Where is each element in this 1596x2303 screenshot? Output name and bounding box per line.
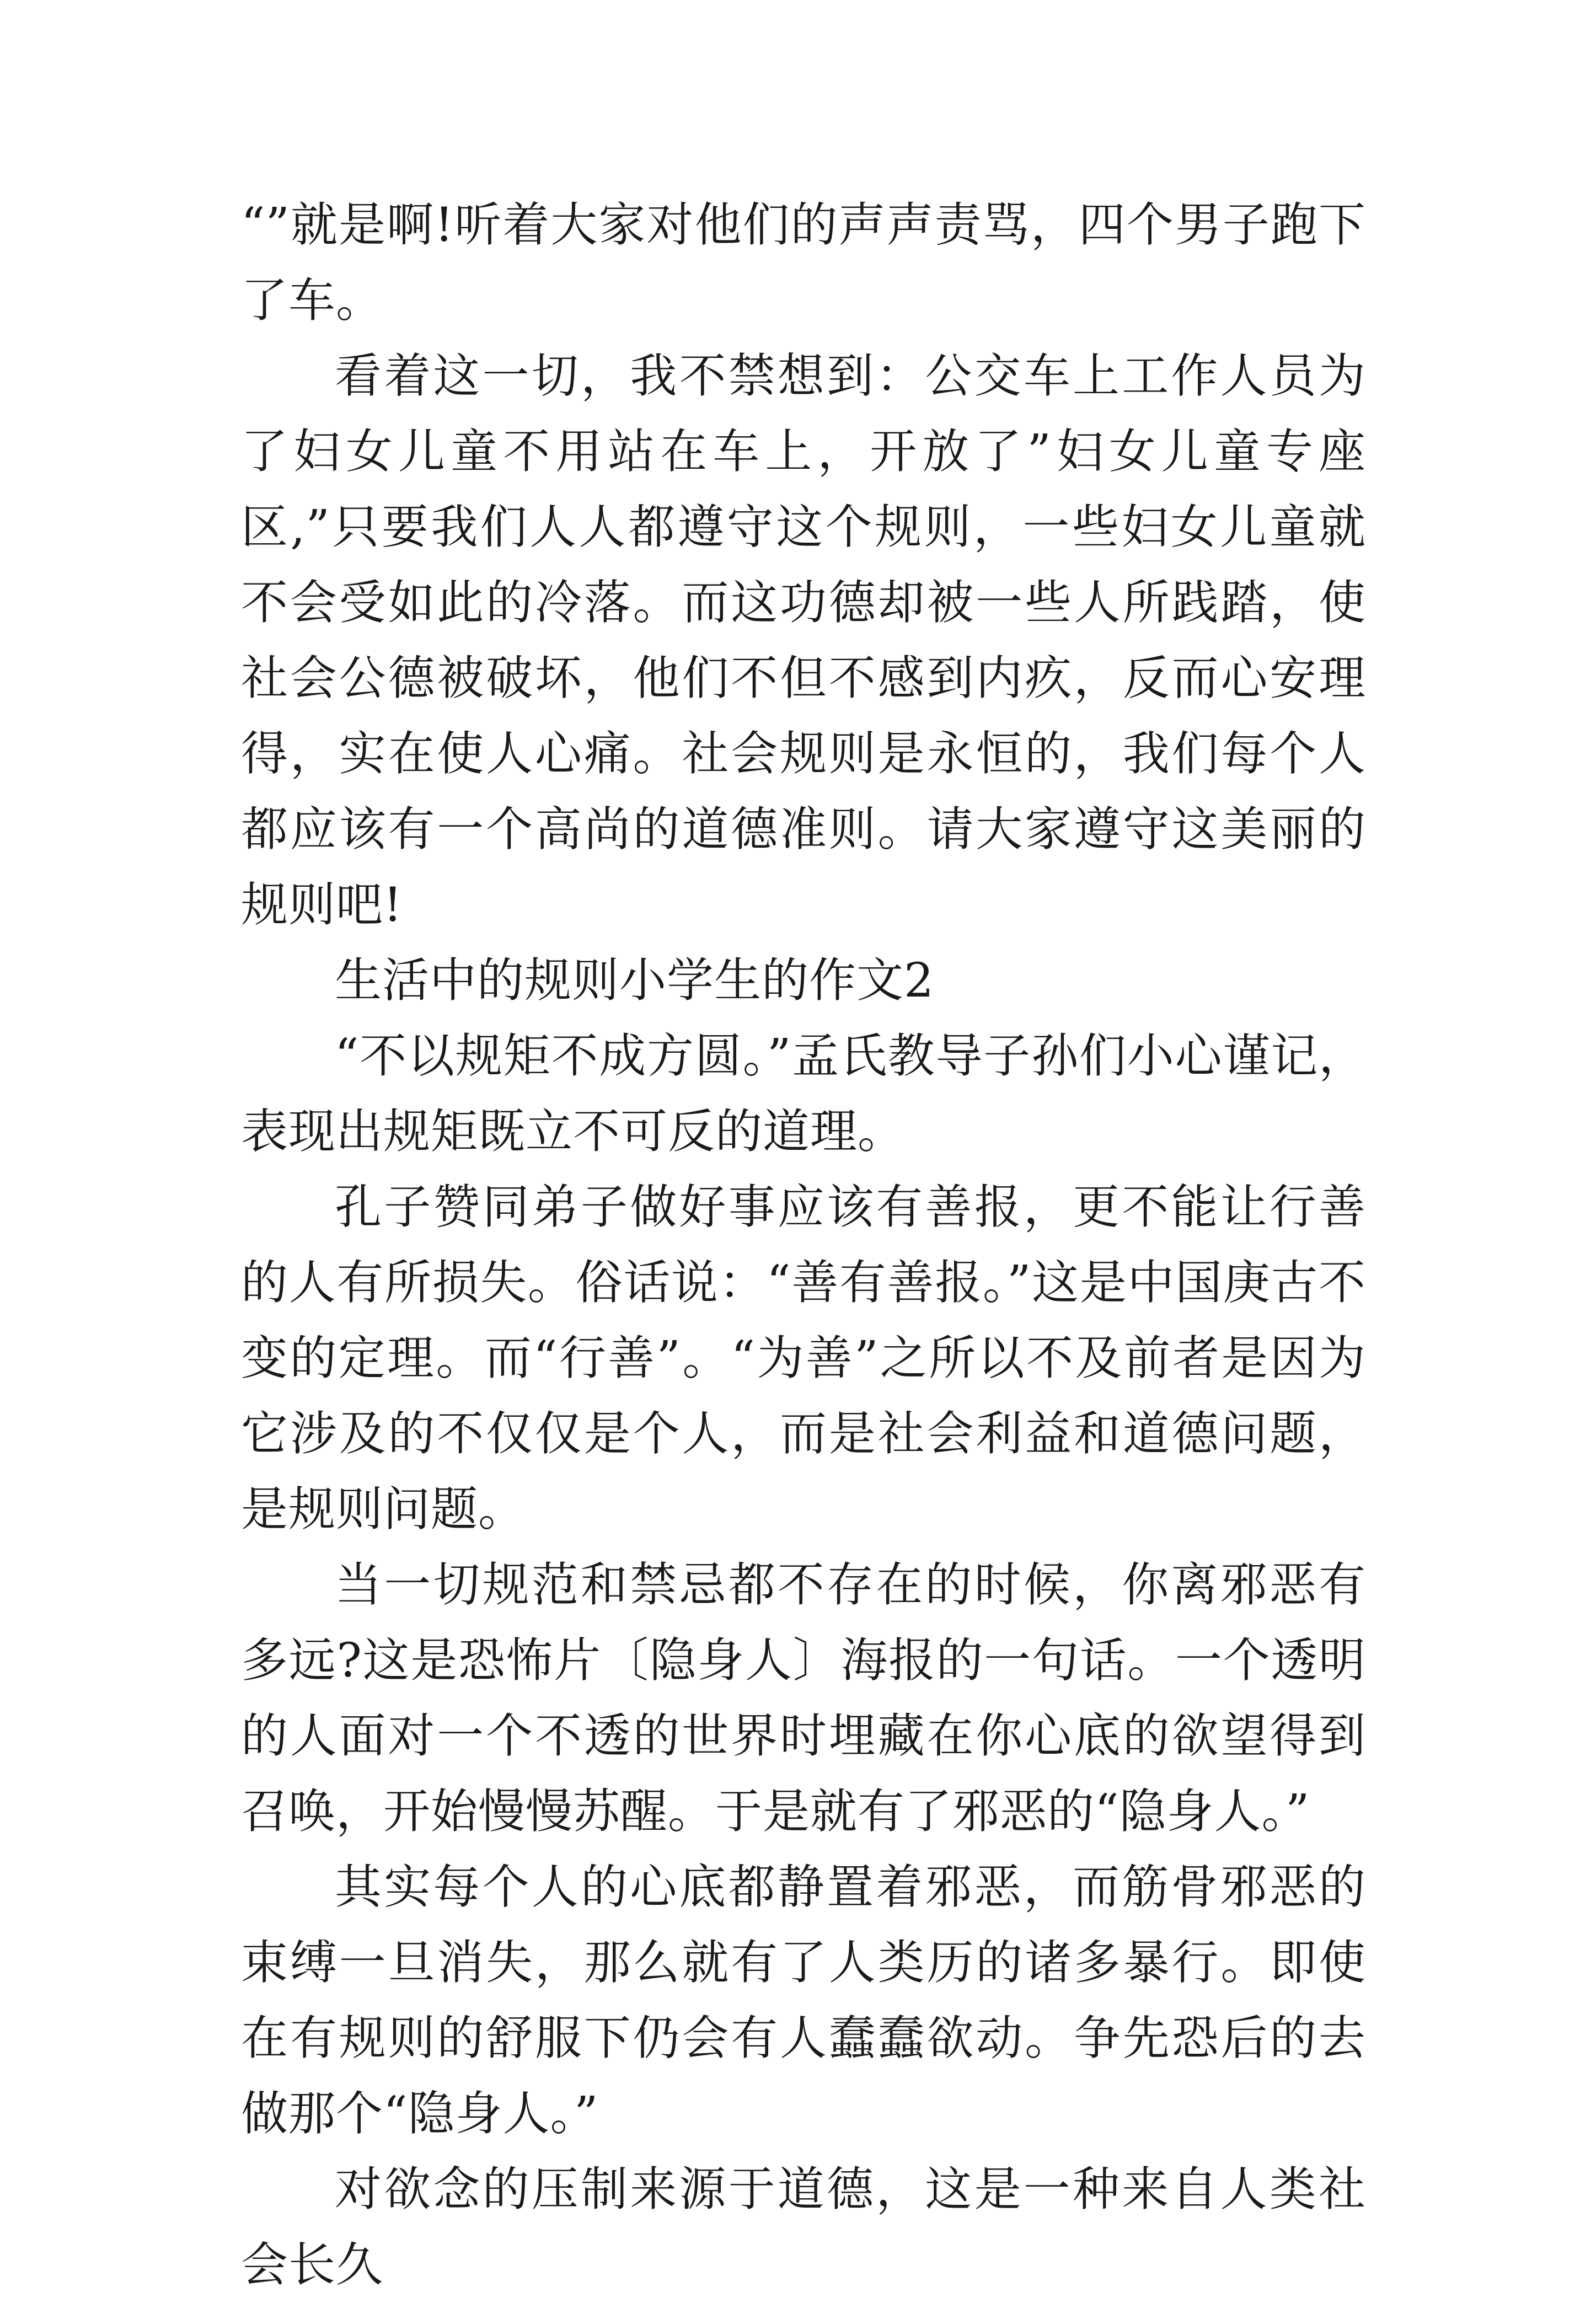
paragraph-5: 孔子赞同弟子做好事应该有善报，更不能让行善的人有所损失。俗话说：“善有善报。”这是中国庚古不变的定理。而“行善”。“为善”之所以不及前者是因为它涉及的不仅仅是个人，而是社会利益和道德问题，是规则问题。 xyxy=(241,1180,1366,1537)
paragraph-6: 当一切规范和禁忌都不存在的时候，你离邪恶有多远?这是恐怖片〔隐身人〕海报的一句话。一个透明的人面对一个不透的世界时埋藏在你心底的欲望得到召唤，开始慢慢苏醒。于是就有了邪恶的“隐身人。” xyxy=(241,1558,1366,1839)
paragraph-8: 对欲念的压制来源于道德，这是一种来自人类社会长久 xyxy=(241,2162,1366,2293)
paragraph-4: “不以规矩不成方圆。”孟氏教导子孙们小心谨记，表现出规矩既立不可反的道理。 xyxy=(241,1029,1366,1159)
paragraph-2: 看着这一切，我不禁想到：公交车上工作人员为了妇女儿童不用站在车上，开放了”妇女儿童专座区,”只要我们人人都遵守这个规则，一些妇女儿童就不会受如此的冷落。而这功德却被一些人所践踏，使社会公德被破坏，他们不但不感到内疚，反而心安理得，实在使人心痛。社会规则是永恒的，我们每个人都应该有一个高尚的道德准则。请大家遵守这美丽的规则吧! xyxy=(241,349,1366,933)
section-heading: 生活中的规则小学生的作文2 xyxy=(335,954,935,1008)
paragraph-1: “”就是啊!听着大家对他们的声声责骂，四个男子跑下了车。 xyxy=(241,198,1366,328)
paragraph-7: 其实每个人的心底都静置着邪恶，而筋骨邪恶的束缚一旦消失，那么就有了人类历的诸多暴行。即使在有规则的舒服下仍会有人蠢蠢欲动。争先恐后的去做那个“隐身人。” xyxy=(241,1860,1366,2141)
document-body xyxy=(241,188,1366,2303)
